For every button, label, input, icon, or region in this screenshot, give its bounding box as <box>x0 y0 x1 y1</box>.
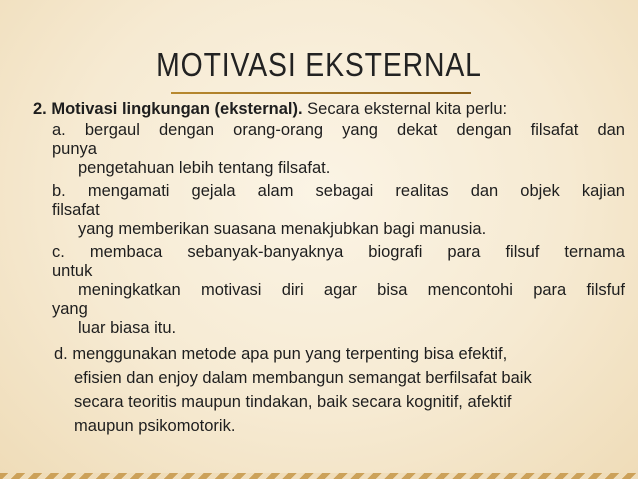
word: dan <box>470 182 499 200</box>
word: kajian <box>581 182 625 200</box>
word: diri <box>281 281 304 299</box>
word: dengan <box>159 121 215 139</box>
item-b-cont: yang memberikan suasana menakjubkan bagi manusia. <box>78 220 487 238</box>
word: dekat <box>397 121 438 139</box>
word: b. <box>52 182 66 200</box>
item-d-line-1: d. menggunakan metode apa pun yang terpenting bisa efektif, <box>54 345 508 363</box>
word: para <box>447 243 481 261</box>
slide-title: MOTIVASI EKSTERNAL <box>156 46 482 83</box>
slide-body <box>33 100 625 438</box>
word: dan <box>597 121 625 139</box>
word: mengamati <box>87 182 170 200</box>
word: bisa <box>377 281 408 299</box>
word: a. <box>52 121 66 139</box>
item-a-wrap: punya <box>52 140 97 158</box>
word: mencontohi <box>427 281 513 299</box>
title-underline <box>171 92 471 94</box>
word: filsfuf <box>586 281 625 299</box>
item-c-cont-2: luar biasa itu. <box>78 319 177 337</box>
item-c-line <box>52 243 625 262</box>
item-d-line-2: efisien dan enjoy dalam membangun semangat berfilsafat baik <box>74 369 532 387</box>
word: membaca <box>89 243 163 261</box>
word: dengan <box>456 121 512 139</box>
heading-rest: Secara eksternal kita perlu: <box>302 100 508 118</box>
word: biografi <box>368 243 423 261</box>
item-a-cont: pengetahuan lebih tentang filsafat. <box>78 159 331 177</box>
word: c. <box>52 243 65 261</box>
item-a-line <box>52 121 625 140</box>
heading-bold: 2. Motivasi lingkungan (eksternal). <box>33 100 303 118</box>
word: meningkatkan <box>78 281 181 299</box>
word: realitas <box>395 182 449 200</box>
item-b-line <box>52 182 625 201</box>
item-b-wrap: filsafat <box>52 201 100 219</box>
item-c-wrap-2: yang <box>52 300 88 318</box>
body-heading <box>33 100 625 119</box>
word: sebagai <box>315 182 374 200</box>
word: para <box>533 281 567 299</box>
word: gejala <box>191 182 236 200</box>
word: ternama <box>564 243 625 261</box>
item-d-line-3: secara teoritis maupun tindakan, baik secara kognitif, afektif <box>74 393 512 411</box>
word: sebanyak-banyaknya <box>187 243 344 261</box>
word: orang-orang <box>233 121 324 139</box>
word: objek <box>520 182 560 200</box>
word: motivasi <box>200 281 262 299</box>
word: agar <box>323 281 357 299</box>
item-c-cont <box>78 281 625 300</box>
bottom-decorative-stripe <box>0 473 638 479</box>
word: filsafat <box>530 121 579 139</box>
item-c-wrap: untuk <box>52 262 93 280</box>
word: bergaul <box>84 121 140 139</box>
word: filsuf <box>505 243 540 261</box>
item-d-line-4: maupun psikomotorik. <box>74 417 236 435</box>
word: yang <box>342 121 378 139</box>
word: alam <box>257 182 294 200</box>
